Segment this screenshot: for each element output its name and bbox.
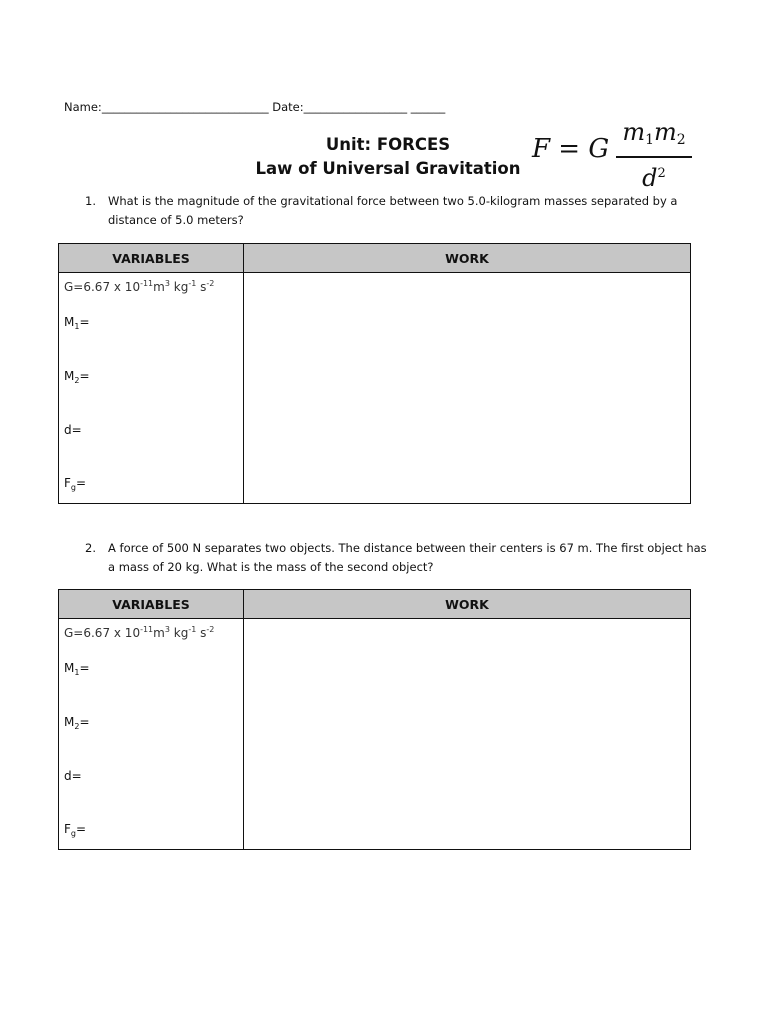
d-label: d= (64, 769, 82, 783)
work-cell[interactable] (244, 619, 691, 850)
work-table-1 (58, 243, 691, 504)
question-number: 1. (85, 194, 96, 208)
question-1 (85, 192, 715, 230)
name-blank[interactable]: _____________________________ (101, 100, 269, 114)
name-label: Name: (64, 100, 102, 114)
question-text: A force of 500 N separates two objects. The distance between their centers is 67 m. The first object has a mass of 20 kg. What is the mass of the second object? (108, 541, 707, 574)
question-2 (85, 539, 715, 577)
unit-title: Unit: FORCES (325, 135, 451, 154)
m2-label: $M_2=$ (64, 715, 90, 731)
work-table-2 (58, 589, 691, 850)
variables-header: VARIABLES (59, 590, 244, 619)
variables-cell[interactable] (59, 619, 244, 850)
work-header: WORK (244, 244, 691, 273)
fg-label: $F_g=$ (64, 476, 87, 492)
gravitation-formula (532, 118, 697, 192)
formula-fraction (616, 118, 692, 192)
page-title (253, 133, 523, 181)
question-number: 2. (85, 541, 96, 555)
formula-numerator: $m_1m_2$ (622, 118, 686, 148)
gravitational-constant: G=6.67 x $10^{-11}m^3$ $kg^{-1}$ $s^{-2}$ (64, 625, 215, 640)
variables-header: VARIABLES (59, 244, 244, 273)
m1-label: $M_1=$ (64, 315, 90, 331)
date-label: Date: (272, 100, 304, 114)
d-label: d= (64, 423, 82, 437)
variables-cell[interactable] (59, 273, 244, 504)
formula-denominator: $d^2$ (642, 164, 666, 192)
m2-label: $M_2=$ (64, 369, 90, 385)
question-text: What is the magnitude of the gravitational force between two 5.0-kilogram masses separated by a distance of 5.0 meters? (108, 194, 678, 227)
fg-label: $F_g=$ (64, 822, 87, 838)
header-line (64, 100, 445, 114)
m1-label: $M_1=$ (64, 661, 90, 677)
formula-lhs: F = G (532, 134, 610, 164)
law-title: Law of Universal Gravitation (255, 159, 521, 178)
date-blank[interactable]: __________________ ______ (303, 100, 446, 114)
work-cell[interactable] (244, 273, 691, 504)
work-header: WORK (244, 590, 691, 619)
fraction-bar (616, 156, 692, 158)
gravitational-constant: G=6.67 x $10^{-11}m^3$ $kg^{-1}$ $s^{-2}$ (64, 279, 215, 294)
